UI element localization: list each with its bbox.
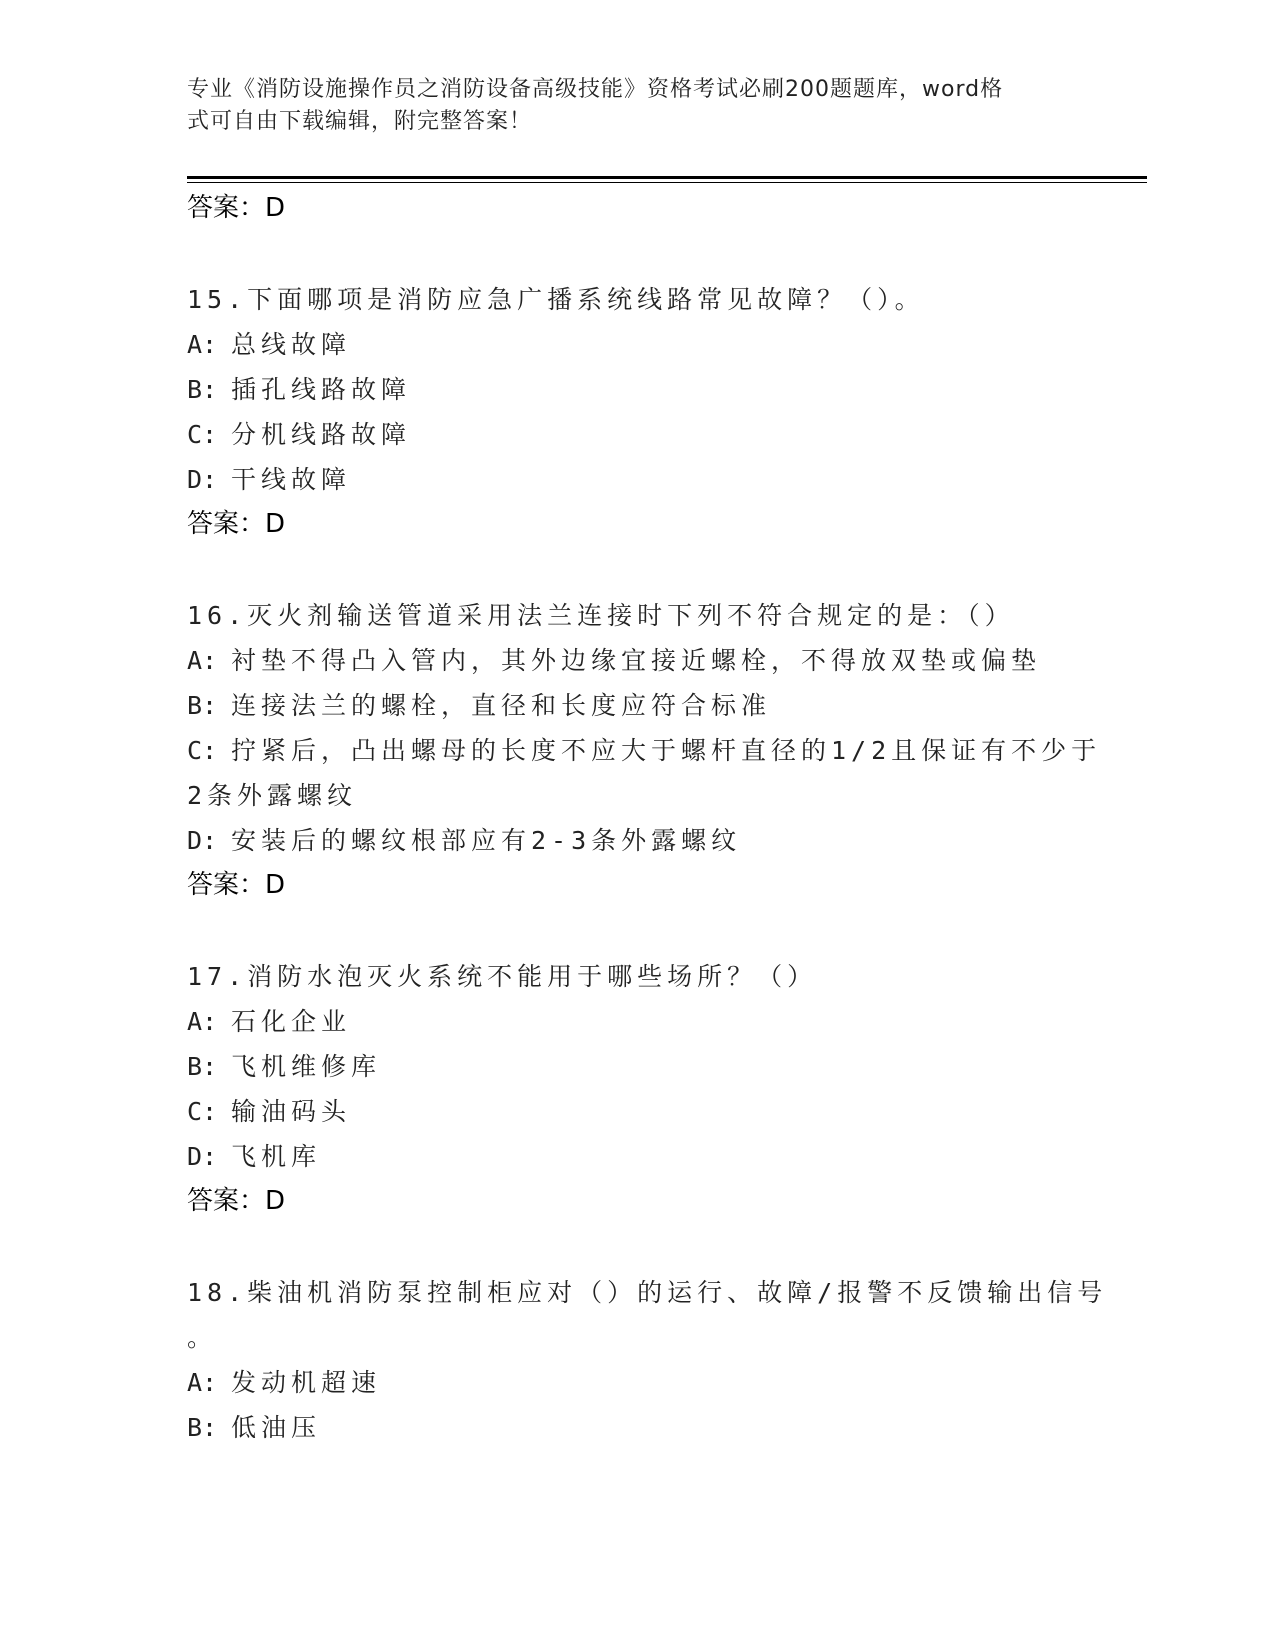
option-a: A: 发动机超速 (187, 1368, 382, 1397)
option-d: D: 安装后的螺纹根部应有2-3条外露螺纹 (187, 826, 742, 855)
option-b: B: 低油压 (187, 1413, 322, 1442)
option-b: B: 插孔线路故障 (187, 375, 412, 404)
answer-line: 答案：D (187, 870, 286, 900)
answer-line: 答案：D (187, 1186, 286, 1216)
option-b: B: 连接法兰的螺栓，直径和长度应符合标准 (187, 691, 772, 720)
header-line-1: 专业《消防设施操作员之消防设备高级技能》资格考试必刷200题题库，word格 (187, 77, 1004, 102)
question-stem: 18.柴油机消防泵控制柜应对（）的运行、故障/报警不反馈输出信号 (187, 1278, 1108, 1307)
header-rule-thick (187, 176, 1147, 179)
option-c: C: 输油码头 (187, 1097, 352, 1126)
answer-line: 答案：D (187, 509, 286, 539)
question-18 (187, 1270, 1107, 1450)
option-c: C: 拧紧后，凸出螺母的长度不应大于螺杆直径的1/2且保证有不少于 (187, 736, 1102, 765)
option-a: A: 石化企业 (187, 1007, 352, 1036)
header-line-2: 式可自由下载编辑，附完整答案！ (187, 109, 533, 134)
option-b: B: 飞机维修库 (187, 1052, 382, 1081)
question-16 (187, 593, 1107, 908)
question-stem-continued: 。 (187, 1323, 218, 1352)
option-c: C: 分机线路故障 (187, 420, 412, 449)
option-a: A: 衬垫不得凸入管内，其外边缘宜接近螺栓，不得放双垫或偏垫 (187, 646, 1042, 675)
option-d: D: 干线故障 (187, 465, 352, 494)
answer-line: 答案：D (187, 193, 286, 223)
option-a: A: 总线故障 (187, 330, 352, 359)
option-d: D: 飞机库 (187, 1142, 322, 1171)
question-stem: 15.下面哪项是消防应急广播系统线路常见故障？（）。 (187, 285, 925, 314)
question-15 (187, 277, 1107, 547)
option-c-continued: 2条外露螺纹 (187, 781, 358, 810)
question-17 (187, 954, 1107, 1224)
question-stem: 17.消防水泡灭火系统不能用于哪些场所？（） (187, 962, 818, 991)
document-header (187, 74, 1067, 138)
question-stem: 16.灭火剂输送管道采用法兰连接时下列不符合规定的是：（） (187, 601, 1015, 630)
header-rule-thin (187, 182, 1147, 183)
question-list (187, 186, 1107, 1450)
